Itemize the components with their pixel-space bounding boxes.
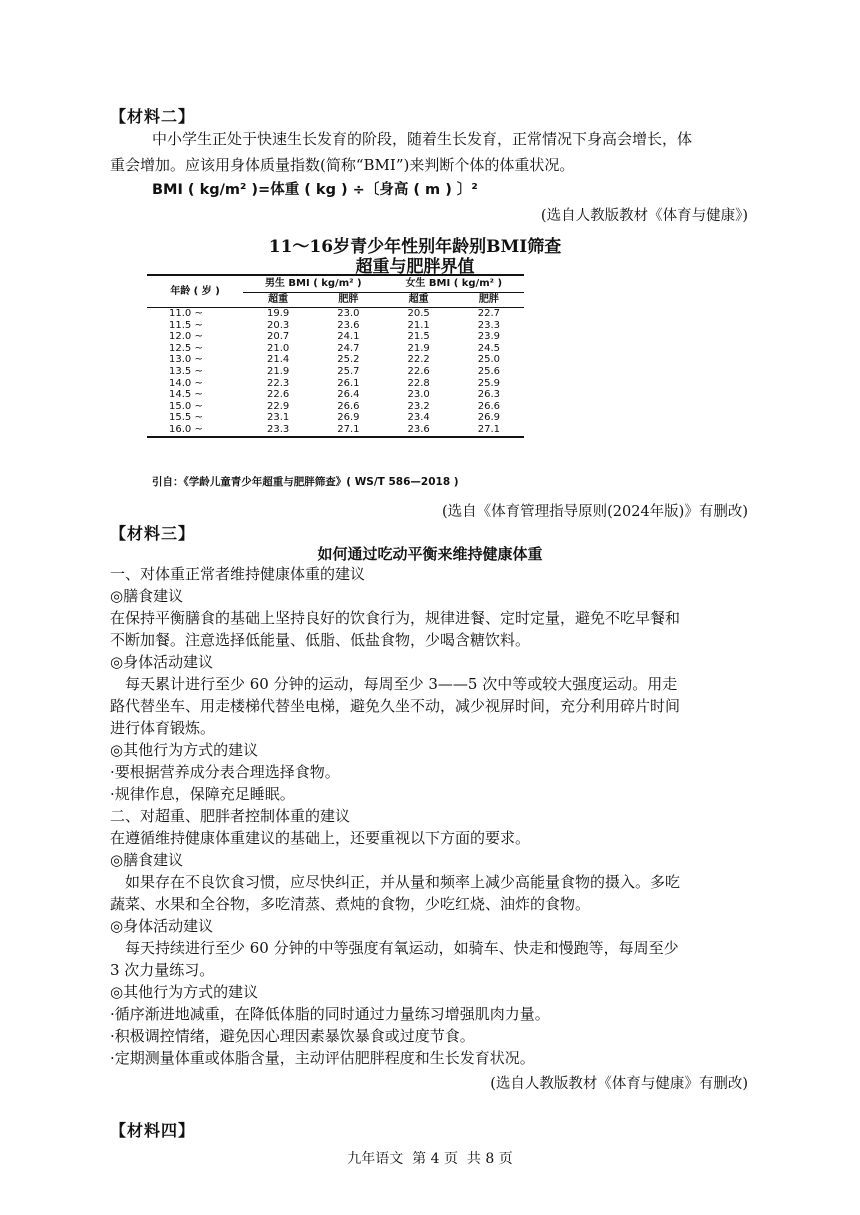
s1-activity-line2: 路代替坐车、用走楼梯代替坐电梯，避免久坐不动，减少视屏时间，充分利用碎片时间 — [110, 697, 681, 715]
s2-diet-heading: ◎膳食建议 — [110, 851, 184, 869]
boys-obese-cell: 23.6 — [337, 319, 360, 331]
s1-other-bullet1: ·要根据营养成分表合理选择食物。 — [110, 763, 340, 781]
table-row — [147, 354, 524, 366]
age-cell: 15.5 ~ — [169, 412, 203, 424]
girls-overweight-cell: 22.8 — [407, 377, 430, 389]
girls-overweight-cell: 23.0 — [407, 389, 430, 401]
s2-activity-line2: 3 次力量练习。 — [110, 961, 215, 979]
boys-overweight-cell: 22.3 — [266, 377, 290, 389]
s2-other-bullet1: ·循序渐进地减重，在降低体脂的同时通过力量练习增强肌肉力量。 — [110, 1005, 550, 1023]
s1-diet-heading: ◎膳食建议 — [110, 587, 184, 605]
table-source: (选自《体育管理指导原则(2024年版)》有删改) — [441, 504, 748, 520]
boys-overweight-cell: 23.1 — [266, 412, 290, 424]
boys-overweight-cell: 21.0 — [266, 342, 290, 354]
s1-activity-line1: 每天累计进行至少 60 分钟的运动，每周至少 3——5 次中等或较大强度运动。用走 — [125, 675, 678, 693]
girls-overweight-header: 超重 — [384, 293, 454, 308]
table-row — [147, 389, 524, 401]
material3-title: 如何通过吃动平衡来维持健康体重 — [317, 545, 543, 563]
table-row — [147, 366, 524, 378]
material2-para-line2: 重会增加。应该用身体质量指数(简称“BMI”)来判断个体的体重状况。 — [110, 156, 575, 174]
s2-other-bullet2: ·积极调控情绪，避免因心理因素暴饮暴食或过度节食。 — [110, 1027, 475, 1045]
girls-overweight-cell: 23.2 — [407, 400, 430, 412]
girls-obese-cell: 25.9 — [477, 377, 500, 389]
boys-overweight-cell: 22.6 — [266, 389, 290, 401]
girls-overweight-cell: 23.6 — [384, 424, 454, 437]
girls-overweight-cell: 21.1 — [407, 319, 430, 331]
table-citation: 引自：《学龄儿童青少年超重与肥胖筛查》( WS/T 586—2018 ) — [152, 476, 459, 488]
s2-activity-heading: ◎身体活动建议 — [110, 917, 214, 935]
s2-intro: 在遵循维持健康体重建议的基础上，还要重视以下方面的要求。 — [110, 829, 531, 847]
s1-other-bullet2: ·规律作息，保障充足睡眠。 — [110, 785, 295, 803]
s1-diet-line2: 不断加餐。注意选择低能量、低脂、低盐食物，少喝含糖饮料。 — [110, 631, 531, 649]
s1-other-heading: ◎其他行为方式的建议 — [110, 741, 259, 759]
girls-obese-cell: 26.6 — [477, 400, 500, 412]
girls-obese-cell: 24.5 — [477, 342, 500, 354]
girls-obese-cell: 22.7 — [477, 308, 500, 319]
boys-obese-cell: 24.1 — [337, 331, 360, 343]
bmi-formula: BMI ( kg/m² )=体重 ( kg ) ÷〔身高 ( m ) 〕² — [152, 182, 478, 198]
boys-obese-cell: 25.2 — [337, 354, 360, 366]
girls-obese-cell: 25.0 — [477, 354, 500, 366]
girls-overweight-cell: 22.6 — [407, 365, 430, 377]
boys-overweight-cell: 20.7 — [266, 331, 290, 343]
table-row — [147, 343, 524, 355]
girls-obese-cell: 25.6 — [477, 365, 500, 377]
age-cell: 14.5 ~ — [169, 389, 203, 401]
girls-obese-cell: 23.3 — [477, 319, 500, 331]
bmi-table-title-line1: 11～16岁青少年性别年龄别BMI筛查 — [268, 237, 562, 257]
table-row — [147, 331, 524, 343]
girls-overweight-cell: 20.5 — [407, 308, 430, 319]
boys-overweight-cell: 20.3 — [266, 319, 290, 331]
age-cell: 15.0 ~ — [169, 400, 203, 412]
material3-heading: 【材料三】 — [110, 524, 196, 543]
s2-other-bullet3: ·定期测量体重或体脂含量，主动评估肥胖程度和生长发育状况。 — [110, 1049, 535, 1067]
girls-obese-cell: 27.1 — [454, 424, 524, 437]
material2-para-line1: 中小学生正处于快速生长发育的阶段，随着生长发育，正常情况下身高会增长，体 — [152, 130, 693, 148]
table-row — [147, 401, 524, 413]
table-row — [147, 378, 524, 390]
table-row — [147, 424, 524, 437]
boys-overweight-cell: 21.9 — [266, 365, 290, 377]
boys-overweight-cell: 23.3 — [243, 424, 313, 437]
age-cell: 13.5 ~ — [169, 365, 203, 377]
boys-obese-cell: 25.7 — [337, 365, 360, 377]
boys-obese-cell: 23.0 — [337, 308, 360, 319]
girls-obese-cell: 23.9 — [477, 331, 500, 343]
boys-overweight-header: 超重 — [243, 293, 313, 308]
girls-obese-cell: 26.9 — [477, 412, 500, 424]
table-row — [147, 308, 524, 320]
girls-overweight-cell: 21.9 — [407, 342, 430, 354]
boys-obese-header: 肥胖 — [313, 293, 383, 308]
boys-obese-cell: 26.4 — [337, 389, 360, 401]
material4-heading: 【材料四】 — [110, 1121, 196, 1140]
material3-source: (选自人教版教材《体育与健康》有删改) — [490, 1076, 748, 1092]
age-cell: 12.0 ~ — [169, 331, 203, 343]
girls-obese-cell: 26.3 — [477, 389, 500, 401]
s2-other-heading: ◎其他行为方式的建议 — [110, 983, 259, 1001]
age-cell: 12.5 ~ — [169, 342, 203, 354]
s2-activity-line1: 每天持续进行至少 60 分钟的中等强度有氧运动，如骑车、快走和慢跑等，每周至少 — [125, 939, 679, 957]
girls-obese-header: 肥胖 — [454, 293, 524, 308]
col-age-header: 年龄 ( 岁 ) — [147, 275, 243, 308]
age-cell: 11.0 ~ — [169, 308, 203, 319]
boys-obese-cell: 27.1 — [313, 424, 383, 437]
col-girls-header: 女生 BMI ( kg/m² ) — [384, 275, 525, 293]
boys-obese-cell: 26.6 — [337, 400, 360, 412]
boys-overweight-cell: 22.9 — [266, 400, 290, 412]
bmi-table-title-line2: 超重与肥胖界值 — [355, 257, 475, 277]
s2-diet-line2: 蔬菜、水果和全谷物，多吃清蒸、煮炖的食物，少吃红烧、油炸的食物。 — [110, 895, 591, 913]
girls-overweight-cell: 23.4 — [407, 412, 430, 424]
age-cell: 11.5 ~ — [169, 319, 203, 331]
col-boys-header: 男生 BMI ( kg/m² ) — [243, 275, 384, 293]
s1-activity-line3: 进行体育锻炼。 — [110, 719, 216, 737]
age-cell: 13.0 ~ — [169, 354, 203, 366]
table-row — [147, 412, 524, 424]
bmi-table — [147, 274, 524, 438]
s1-diet-line1: 在保持平衡膳食的基础上坚持良好的饮食行为，规律进餐、定时定量，避免不吃早餐和 — [110, 609, 681, 627]
boys-overweight-cell: 19.9 — [266, 308, 290, 319]
material2-heading: 【材料二】 — [110, 107, 196, 126]
s2-diet-line1: 如果存在不良饮食习惯，应尽快纠正，并从量和频率上减少高能量食物的摄入。多吃 — [125, 873, 681, 891]
age-cell: 14.0 ~ — [169, 377, 203, 389]
s1-activity-heading: ◎身体活动建议 — [110, 653, 214, 671]
girls-overweight-cell: 21.5 — [407, 331, 430, 343]
boys-obese-cell: 24.7 — [337, 342, 360, 354]
boys-overweight-cell: 21.4 — [266, 354, 290, 366]
page-footer: 九年语文 第 4 页 共 8 页 — [347, 1151, 513, 1167]
section2-heading: 二、对超重、肥胖者控制体重的建议 — [110, 807, 351, 825]
age-cell: 16.0 ~ — [147, 424, 243, 437]
material2-source: (选自人教版教材《体育与健康》) — [540, 208, 748, 224]
girls-overweight-cell: 22.2 — [407, 354, 430, 366]
table-row — [147, 320, 524, 332]
boys-obese-cell: 26.9 — [337, 412, 360, 424]
section1-heading: 一、对体重正常者维持健康体重的建议 — [110, 565, 366, 583]
boys-obese-cell: 26.1 — [337, 377, 360, 389]
